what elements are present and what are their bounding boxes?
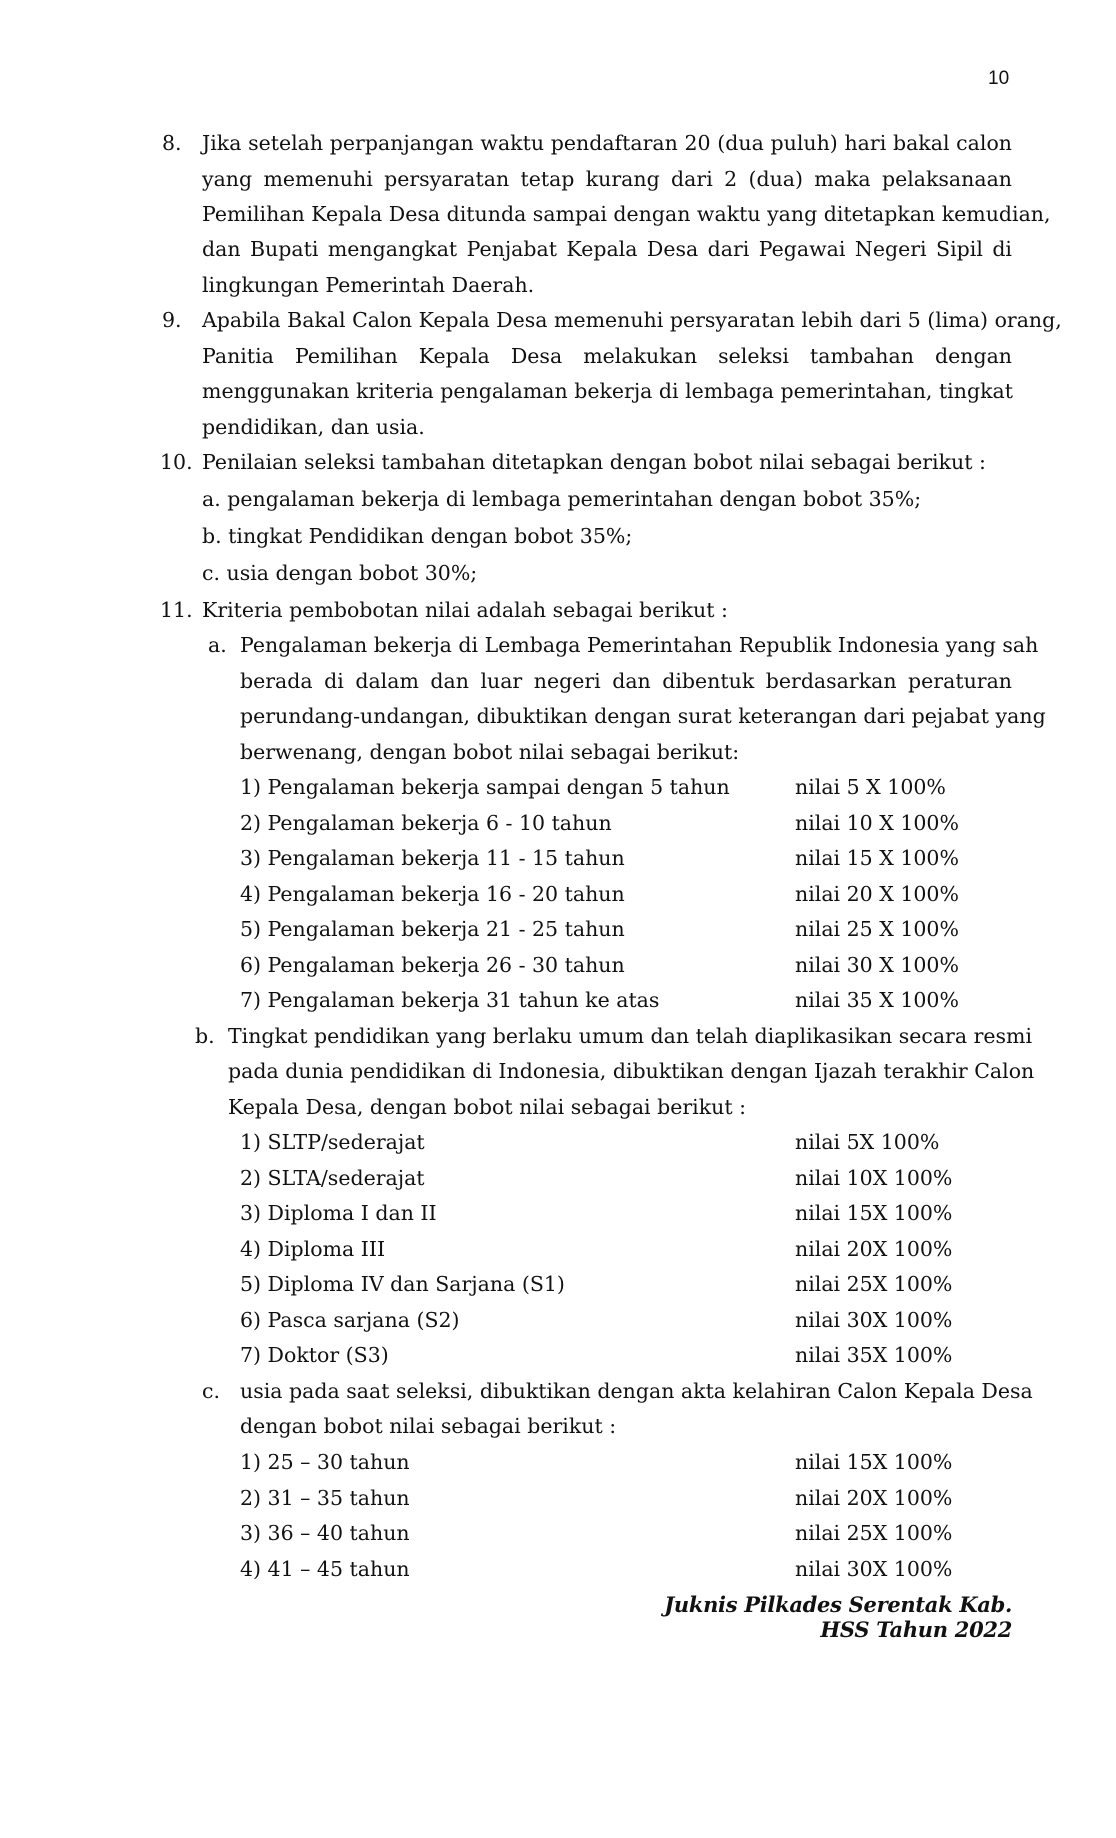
item-9-number: 9. <box>162 308 182 332</box>
item-10-sub-a: a. pengalaman bekerja di lembaga pemerintahan dengan bobot 35%; <box>202 487 922 511</box>
item-11c-line-1: usia pada saat seleksi, dibuktikan dengan akta kelahiran Calon Kepala Desa <box>240 1379 1033 1403</box>
item-11b-line-1: Tingkat pendidikan yang berlaku umum dan telah diaplikasikan secara resmi <box>228 1024 1033 1048</box>
item-8-line-1: Jika setelah perpanjangan waktu pendaftaran 20 (dua puluh) hari bakal calon <box>202 131 1012 155</box>
item-10-sub-c: c. usia dengan bobot 30%; <box>202 561 478 585</box>
item-10-text: Penilaian seleksi tambahan ditetapkan dengan bobot nilai sebagai berikut : <box>202 450 986 474</box>
age-row-2-label: 2) 31 – 35 tahun <box>240 1486 410 1510</box>
education-row-1-label: 1) SLTP/sederajat <box>240 1130 425 1154</box>
item-8-line-2: yang memenuhi persyaratan tetap kurang dari 2 (dua) maka pelaksanaan <box>202 167 1012 191</box>
education-row-5-label: 5) Diploma IV dan Sarjana (S1) <box>240 1272 565 1296</box>
experience-row-4-value: nilai 20 X 100% <box>795 882 959 906</box>
item-10-number: 10. <box>160 450 193 474</box>
item-9-line-4: pendidikan, dan usia. <box>202 415 425 439</box>
item-11a-line-3: perundang-undangan, dibuktikan dengan surat keterangan dari pejabat yang <box>240 704 1046 728</box>
experience-row-7-label: 7) Pengalaman bekerja 31 tahun ke atas <box>240 988 660 1012</box>
item-10-sub-b: b. tingkat Pendidikan dengan bobot 35%; <box>202 524 633 548</box>
education-row-6-value: nilai 30X 100% <box>795 1308 953 1332</box>
item-11a-line-1: Pengalaman bekerja di Lembaga Pemerintahan Republik Indonesia yang sah <box>240 633 1039 657</box>
experience-row-6-value: nilai 30 X 100% <box>795 953 959 977</box>
education-row-4-value: nilai 20X 100% <box>795 1237 953 1261</box>
education-row-3-label: 3) Diploma I dan II <box>240 1201 437 1225</box>
education-row-1-value: nilai 5X 100% <box>795 1130 940 1154</box>
experience-row-5-label: 5) Pengalaman bekerja 21 - 25 tahun <box>240 917 625 941</box>
document-footer: Juknis Pilkades Serentak Kab. HSS Tahun 2022 <box>664 1592 1012 1642</box>
age-row-3-label: 3) 36 – 40 tahun <box>240 1521 410 1545</box>
item-11a-line-2: berada di dalam dan luar negeri dan dibentuk berdasarkan peraturan <box>240 669 1012 693</box>
age-row-1-label: 1) 25 – 30 tahun <box>240 1450 410 1474</box>
education-row-3-value: nilai 15X 100% <box>795 1201 953 1225</box>
item-11c-line-2: dengan bobot nilai sebagai berikut : <box>240 1414 617 1438</box>
education-row-6-label: 6) Pasca sarjana (S2) <box>240 1308 460 1332</box>
education-row-5-value: nilai 25X 100% <box>795 1272 953 1296</box>
item-11-number: 11. <box>160 598 193 622</box>
experience-row-4-label: 4) Pengalaman bekerja 16 - 20 tahun <box>240 882 625 906</box>
item-11c-label: c. <box>202 1379 220 1403</box>
education-row-7-label: 7) Doktor (S3) <box>240 1343 389 1367</box>
item-8-line-3: Pemilihan Kepala Desa ditunda sampai dengan waktu yang ditetapkan kemudian, <box>202 202 1051 226</box>
item-8-line-4: dan Bupati mengangkat Penjabat Kepala Desa dari Pegawai Negeri Sipil di <box>202 237 1012 261</box>
experience-row-3-value: nilai 15 X 100% <box>795 846 959 870</box>
item-9-line-2: Panitia Pemilihan Kepala Desa melakukan seleksi tambahan dengan <box>202 344 1012 368</box>
page-number: 10 <box>988 68 1010 89</box>
age-row-3-value: nilai 25X 100% <box>795 1521 953 1545</box>
item-11b-line-3: Kepala Desa, dengan bobot nilai sebagai berikut : <box>228 1095 747 1119</box>
experience-row-5-value: nilai 25 X 100% <box>795 917 959 941</box>
item-8-number: 8. <box>162 131 182 155</box>
experience-row-1-label: 1) Pengalaman bekerja sampai dengan 5 tahun <box>240 775 730 799</box>
experience-row-2-label: 2) Pengalaman bekerja 6 - 10 tahun <box>240 811 612 835</box>
item-9-line-3: menggunakan kriteria pengalaman bekerja di lembaga pemerintahan, tingkat <box>202 379 1013 403</box>
education-row-2-value: nilai 10X 100% <box>795 1166 953 1190</box>
education-row-2-label: 2) SLTA/sederajat <box>240 1166 425 1190</box>
experience-row-2-value: nilai 10 X 100% <box>795 811 959 835</box>
experience-row-3-label: 3) Pengalaman bekerja 11 - 15 tahun <box>240 846 625 870</box>
item-11b-label: b. <box>195 1024 215 1048</box>
experience-row-7-value: nilai 35 X 100% <box>795 988 959 1012</box>
item-9-line-1: Apabila Bakal Calon Kepala Desa memenuhi persyaratan lebih dari 5 (lima) orang, <box>202 308 1062 332</box>
age-row-4-value: nilai 30X 100% <box>795 1557 953 1581</box>
age-row-4-label: 4) 41 – 45 tahun <box>240 1557 410 1581</box>
experience-row-6-label: 6) Pengalaman bekerja 26 - 30 tahun <box>240 953 625 977</box>
education-row-7-value: nilai 35X 100% <box>795 1343 953 1367</box>
age-row-1-value: nilai 15X 100% <box>795 1450 953 1474</box>
item-11a-label: a. <box>208 633 227 657</box>
item-11-text: Kriteria pembobotan nilai adalah sebagai berikut : <box>202 598 728 622</box>
experience-row-1-value: nilai 5 X 100% <box>795 775 946 799</box>
item-11b-line-2: pada dunia pendidikan di Indonesia, dibuktikan dengan Ijazah terakhir Calon <box>228 1059 1035 1083</box>
education-row-4-label: 4) Diploma III <box>240 1237 386 1261</box>
item-11a-line-4: berwenang, dengan bobot nilai sebagai berikut: <box>240 740 740 764</box>
item-8-line-5: lingkungan Pemerintah Daerah. <box>202 273 535 297</box>
age-row-2-value: nilai 20X 100% <box>795 1486 953 1510</box>
